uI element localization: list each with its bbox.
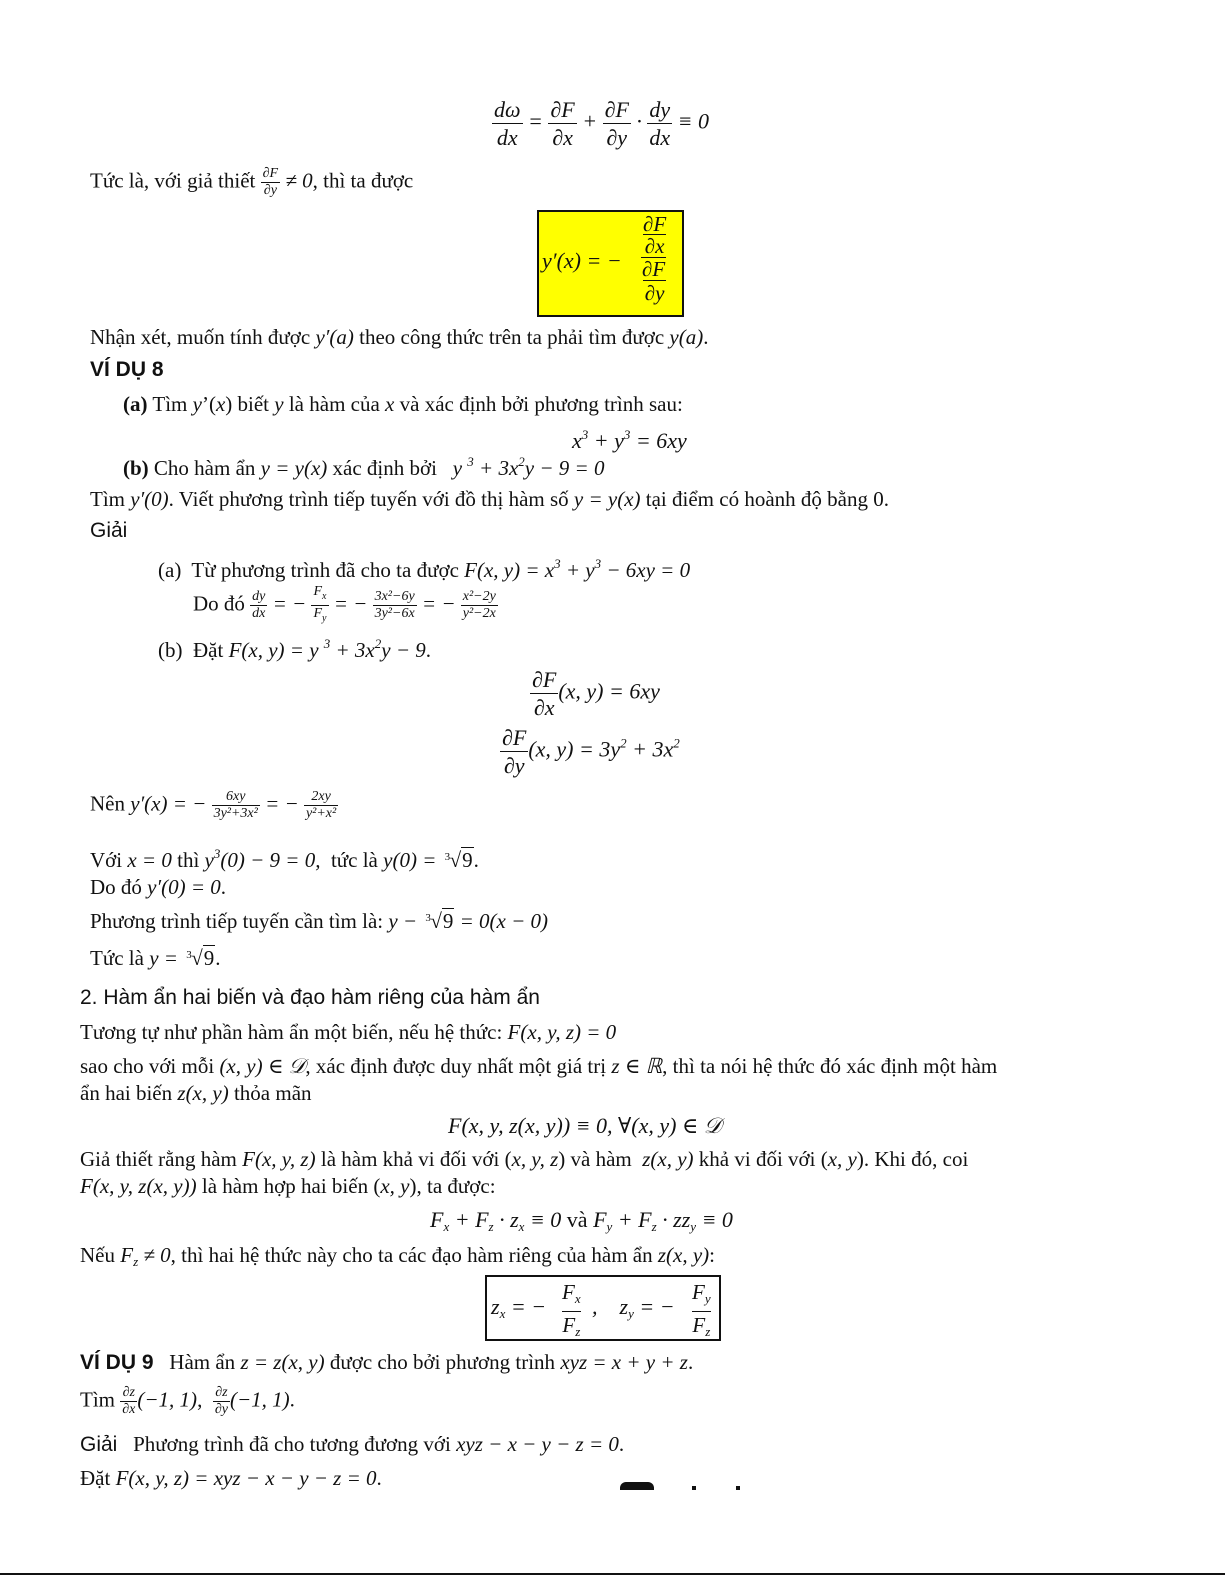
equation-implicit-identity: F(x, y, z(x, y)) ≡ 0, ∀(x, y) ∈ 𝒟 (448, 1113, 722, 1138)
section-2-para2: sao cho với mỗi (x, y) ∈ 𝒟, xác định được duy nhất một giá trị z ∈ ℝ, thì ta nói hệ thức đó xác định một hàm (80, 1054, 998, 1078)
text-assumption: Tức là, với giả thiết $\frac{\partial F}{\partial y}$ ≠ 0, thì ta được (90, 166, 414, 198)
section-2-para1: Tương tự như phần hàm ẩn một biến, nếu hệ thức: F(x, y, z) = 0 (80, 1020, 617, 1044)
page-bottom-rule (0, 1573, 1225, 1575)
example-8-part-b: (b) Cho hàm ẩn y = y(x) xác định bởi y $^3 + 3x^2y - 9 = 0$ (123, 454, 605, 480)
section-2-para4: Giả thiết rằng hàm F(x, y, z) là hàm khả vi đối với (x, y, z) và hàm z(x, y) khả vi đối với (x, y). Khi đó, coi (80, 1147, 969, 1171)
solution-b-line1: (b) Đặt F(x, y) = y $^3 + 3x^2y - 9$. (158, 636, 432, 662)
example-9-solution-line1: Giải Phương trình đã cho tương đương với xyz − x − y − z = 0. (80, 1432, 625, 1456)
cutoff-text-fragment-dot (736, 1486, 740, 1490)
example-8-task: Tìm y′(0). Viết phương trình tiếp tuyến với đồ thị hàm số y = y(x) tại điểm có hoành độ bằng 0. (90, 487, 889, 511)
solution-a-line2: Do đó $\frac{dy}{dx}$ = − $\frac{F_x}{F_y}$ = − $\frac{\text{3x²−6y}}{\text{3y²−6x}}$ = − $\frac{\text{x²−2y}}{\text{y²−2x}}$ (193, 584, 496, 624)
boxed-formula-yprime: y′(x) = − ∂F ∂x ∂F ∂y (537, 210, 684, 317)
solution-b-yprime: Nên y′(x) = − $\frac{6xy}{\text{3y²+3x²}}$ = − $\frac{2xy}{\text{y²+x²}}$ (90, 789, 337, 821)
section-2-para3: ẩn hai biến z(x, y) thỏa mãn (80, 1081, 312, 1105)
example-9-task: Tìm $\frac{\partial z}{\partial x}$ (−1, 1), $\frac{\partial z}{\partial y}$ (−1, 1). (80, 1385, 295, 1417)
example-9-solution-line2: Đặt F(x, y, z) = xyz − x − y − z = 0. (80, 1466, 382, 1490)
text-remark: Nhận xét, muốn tính được y′(a) theo công thức trên ta phải tìm được y(a). (90, 325, 709, 349)
section-2-para5: F(x, y, z(x, y)) là hàm hợp hai biến (x, y), ta được: (80, 1174, 496, 1198)
solution-b-y0: Với x = 0 thì $y^3(0) - 9 = 0$, tức là y(0) = 3 √9. (90, 846, 479, 872)
equation-total-derivative: $\frac{d\omega}{dx}$ = $\frac{\partial F}{\partial x}$ + $\frac{\partial F}{\partial y}$ · $\frac{dy}{dx}$ ≡ 0 (494, 97, 710, 150)
equation-partial-x: $\frac{\partial F}{\partial x}$ (x, y) = 6xy (532, 667, 660, 720)
equation-partial-y: $\frac{\partial F}{\partial y}$ (x, $y) = 3y^2 + 3x^2$ (502, 725, 680, 778)
equation-folium: $x^3 + y^3 = 6xy$ (572, 427, 687, 453)
equation-chain-rule: $F_x + F_z \cdot z_x \equiv 0$ và $F_y + F_z \cdot zz_y \equiv 0$ (430, 1207, 733, 1234)
solution-b-result: Tức là y = 3 √9. (90, 946, 221, 970)
section-2-para6: Nếu $F_z \ne 0$, thì hai hệ thức này cho ta các đạo hàm riêng của hàm ẩn z(x, y): (80, 1243, 716, 1269)
solution-heading: Giải (90, 519, 128, 542)
section-2-heading: 2. Hàm ẩn hai biến và đạo hàm riêng của hàm ẩn (80, 986, 540, 1009)
solution-a-line1: (a) Từ phương trình đã cho ta được F(x, $y) = x^3 + y^3 - 6xy = 0$ (158, 556, 691, 582)
cutoff-text-fragment-dot (692, 1486, 696, 1490)
example-9-heading: VÍ DỤ 9 Hàm ẩn z = z(x, y) được cho bởi phương trình xyz = x + y + z. (80, 1350, 694, 1374)
example-8-heading: VÍ DỤ 8 (90, 358, 164, 381)
solution-b-yprime0: Do đó y′(0) = 0. (90, 875, 226, 899)
boxed-formula-partials: $z_x$ = − $F_x$ $F_z$ , $z_y$ = − $F_y$ $F_z$ (485, 1275, 721, 1341)
cutoff-text-fragment (620, 1482, 654, 1490)
solution-b-tangent: Phương trình tiếp tuyến cần tìm là: y − 3 √9 = 0(x − 0) (90, 909, 549, 933)
example-8-part-a: (a) Tìm y’(x) biết y là hàm của x và xác định bởi phương trình sau: (123, 392, 683, 416)
